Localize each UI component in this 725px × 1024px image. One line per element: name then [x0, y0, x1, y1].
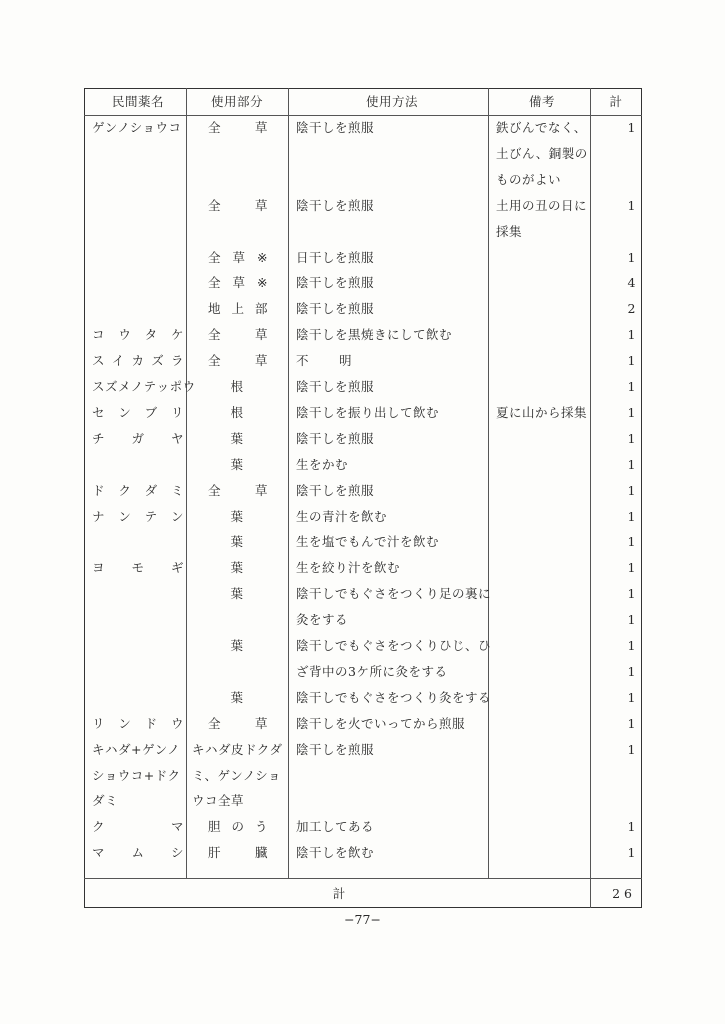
cell-method: 生の青汁を飲む: [296, 508, 388, 524]
cell-count: 1: [627, 430, 636, 446]
page-number: −77−: [344, 912, 381, 927]
header-part: 使用部分: [210, 94, 263, 109]
cell-name: ショウコ+ドク: [92, 767, 181, 783]
cell-count: 1: [627, 482, 636, 498]
cell-method: 生をかむ: [296, 456, 349, 472]
cell-count: 1: [627, 120, 636, 135]
cell-count: 1: [627, 249, 636, 265]
cell-part: キハダ皮ドクダ: [192, 741, 283, 757]
cell-part: ミ、ゲンノショ: [192, 767, 282, 783]
cell-name: コ ウ タ ケ: [92, 327, 184, 343]
cell-count: 4: [627, 275, 636, 291]
cell-part: 葉: [230, 456, 244, 472]
cell-method: 陰干しでもぐさをつくり足の裏に: [296, 586, 492, 602]
total-value: 26: [612, 886, 636, 901]
cell-count: 1: [627, 638, 636, 653]
cell-count: 1: [627, 819, 636, 835]
cell-count: 1: [627, 560, 636, 576]
cell-part: 葉: [230, 638, 244, 653]
cell-method: 不 明: [296, 353, 352, 369]
cell-part: 全 草 ※: [208, 249, 268, 265]
column-divider: [590, 88, 591, 908]
cell-name: ナ ン テ ン: [92, 508, 184, 524]
cell-part: 葉: [230, 534, 244, 550]
cell-method: 陰干しを飲む: [296, 845, 375, 861]
cell-name: ヨ モ ギ: [92, 560, 184, 576]
cell-count: 1: [627, 741, 636, 757]
column-divider: [186, 88, 187, 878]
cell-count: 1: [627, 327, 636, 343]
header-name: 民間薬名: [111, 94, 164, 109]
cell-count: 1: [627, 456, 636, 472]
cell-method: 陰干しでもぐさをつくりひじ、ひ: [296, 638, 492, 653]
cell-part: 全 草: [208, 482, 268, 498]
cell-method: 陰干しを煎服: [296, 741, 375, 757]
cell-method: 加工してある: [296, 819, 375, 835]
cell-part: 根: [230, 379, 244, 394]
cell-method: 陰干しを煎服: [296, 120, 375, 135]
cell-part: 全 草: [208, 197, 268, 213]
cell-count: 1: [627, 379, 636, 394]
cell-note: ものがよい: [496, 171, 562, 187]
header-note: 備考: [528, 94, 555, 109]
cell-count: 2: [627, 301, 636, 317]
cell-method: 陰干しを煎服: [296, 275, 375, 291]
cell-part: 葉: [230, 560, 244, 576]
cell-name: ス イ カ ズ ラ: [92, 353, 184, 369]
cell-count: 1: [627, 404, 636, 420]
cell-part: 葉: [230, 430, 244, 446]
cell-name: ク マ: [92, 819, 184, 835]
cell-method: ざ背中の3ケ所に灸をする: [296, 663, 448, 679]
cell-method: 陰干しを振り出して飲む: [296, 404, 440, 420]
cell-part: 全 草 ※: [208, 275, 268, 291]
cell-method: 陰干しを煎服: [296, 430, 375, 446]
header-count: 計: [609, 94, 623, 109]
cell-part: 全 草: [208, 327, 268, 343]
cell-part: 全 草: [208, 353, 268, 369]
cell-count: 1: [627, 715, 636, 731]
cell-note: 鉄びんでなく、: [496, 120, 587, 135]
cell-note: 土びん、銅製の: [496, 145, 588, 161]
cell-name: ド ク ダ ミ: [92, 482, 184, 498]
cell-part: 根: [230, 404, 244, 420]
column-divider: [288, 88, 289, 878]
cell-method: 日干しを煎服: [296, 249, 375, 265]
cell-method: 生を絞り汁を飲む: [296, 560, 401, 576]
total-divider: [84, 878, 642, 879]
cell-part: ウコ全草: [192, 793, 245, 809]
cell-count: 1: [627, 612, 636, 628]
cell-note: 採集: [496, 223, 523, 239]
cell-part: 地 上 部: [208, 301, 268, 317]
total-label: 計: [332, 886, 346, 901]
cell-name: セ ン ブ リ: [92, 404, 184, 420]
cell-name: ゲンノショウコ: [92, 120, 182, 135]
cell-count: 1: [627, 353, 636, 369]
cell-count: 1: [627, 508, 636, 524]
cell-part: 全 草: [208, 715, 268, 731]
cell-note: 夏に山から採集: [496, 404, 588, 420]
cell-count: 1: [627, 534, 636, 550]
cell-name: ダミ: [92, 793, 119, 809]
cell-method: 生を塩でもんで汁を飲む: [296, 534, 440, 550]
cell-count: 1: [627, 197, 636, 213]
cell-method: 陰干しを黒焼きにして飲む: [296, 327, 453, 343]
header-method: 使用方法: [365, 94, 418, 109]
cell-method: 陰干しを煎服: [296, 379, 375, 394]
cell-method: 陰干しを煎服: [296, 482, 375, 498]
cell-name: スズメノテッポウ: [92, 379, 196, 394]
cell-part: 葉: [230, 586, 244, 602]
cell-method: 陰干しでもぐさをつくり灸をする: [296, 689, 492, 705]
cell-note: 土用の丑の日に: [496, 197, 588, 213]
cell-method: 陰干しを火でいってから煎服: [296, 715, 466, 731]
cell-part: 葉: [230, 508, 244, 524]
cell-count: 1: [627, 845, 636, 861]
cell-part: 葉: [230, 689, 244, 705]
cell-method: 陰干しを煎服: [296, 301, 375, 317]
cell-part: 肝 臓: [208, 845, 268, 861]
cell-part: 胆 の う: [208, 819, 268, 835]
cell-count: 1: [627, 586, 636, 602]
cell-part: 全 草: [208, 120, 268, 135]
cell-method: 陰干しを煎服: [296, 197, 375, 213]
cell-count: 1: [627, 689, 636, 705]
cell-name: キハダ+ゲンノ: [92, 741, 181, 757]
cell-name: マ ム シ: [92, 845, 184, 861]
cell-method: 灸をする: [296, 612, 349, 628]
cell-name: チ ガ ヤ: [92, 430, 184, 446]
column-divider: [488, 88, 489, 878]
cell-name: リ ン ド ウ: [92, 715, 184, 731]
cell-count: 1: [627, 663, 636, 679]
